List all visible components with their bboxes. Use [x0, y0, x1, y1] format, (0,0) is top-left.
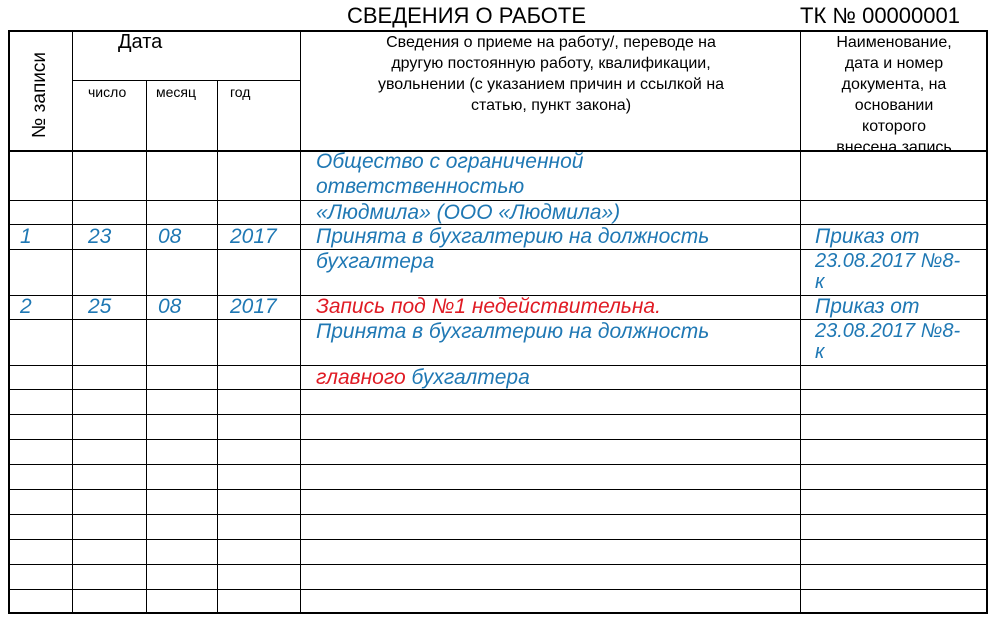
entry-document: к	[815, 271, 825, 293]
row-line	[8, 514, 988, 515]
organization-line: Общество с ограниченной	[316, 150, 584, 173]
col-divider	[217, 80, 218, 614]
entry-text: Принята в бухгалтерию на должность	[316, 320, 710, 343]
entry-document: Приказ от	[815, 295, 920, 318]
correction-word: главного	[316, 366, 406, 389]
document-number: ТК № 00000001	[800, 3, 960, 28]
entry-number: 2	[20, 295, 32, 318]
entry-month: 08	[158, 225, 182, 248]
row-line	[8, 414, 988, 415]
entry-year: 2017	[230, 225, 277, 248]
invalid-record-note: Запись под №1 недействительна.	[316, 295, 661, 318]
header-month: месяц	[156, 84, 197, 100]
entry-word: бухгалтера	[411, 366, 530, 389]
entry-document: Приказ от	[815, 225, 920, 248]
header-date: Дата	[118, 31, 163, 53]
header-document: Наименование, дата и номер документа, на основании которого внесена запись	[836, 34, 952, 156]
row-line	[8, 564, 988, 565]
row-line	[8, 589, 988, 590]
col-divider	[72, 30, 73, 614]
page-title: СВЕДЕНИЯ О РАБОТЕ	[347, 3, 587, 28]
organization-line: «Людмила» (ООО «Людмила»)	[316, 201, 621, 224]
entry-document: к	[815, 341, 825, 363]
entry-text: бухгалтера	[316, 250, 435, 273]
col-divider	[300, 30, 301, 614]
col-divider	[800, 30, 801, 614]
entry-month: 08	[158, 295, 182, 318]
entry-day: 25	[88, 295, 112, 318]
header-year: год	[230, 84, 251, 100]
col-divider	[146, 80, 147, 614]
header-info: Сведения о приеме на работу/, переводе на другую постоянную работу, квалификации, увольнении (с указанием причин и ссылкой на статью, пункт закона)	[377, 34, 725, 114]
entry-day: 23	[88, 225, 112, 248]
header-day: число	[88, 84, 127, 100]
row-line	[8, 464, 988, 465]
entry-year: 2017	[230, 295, 277, 318]
entry-document: 23.08.2017 №8-	[815, 250, 961, 272]
entry-text: Принята в бухгалтерию на должность	[316, 225, 710, 248]
entry-document: 23.08.2017 №8-	[815, 320, 961, 342]
header-record-no: № записи	[29, 52, 50, 138]
entry-number: 1	[20, 225, 32, 248]
entry-text	[316, 366, 530, 390]
row-line	[8, 539, 988, 540]
header-subline	[72, 80, 300, 81]
organization-line: ответственностью	[316, 175, 525, 198]
row-line	[8, 489, 988, 490]
row-line	[8, 439, 988, 440]
